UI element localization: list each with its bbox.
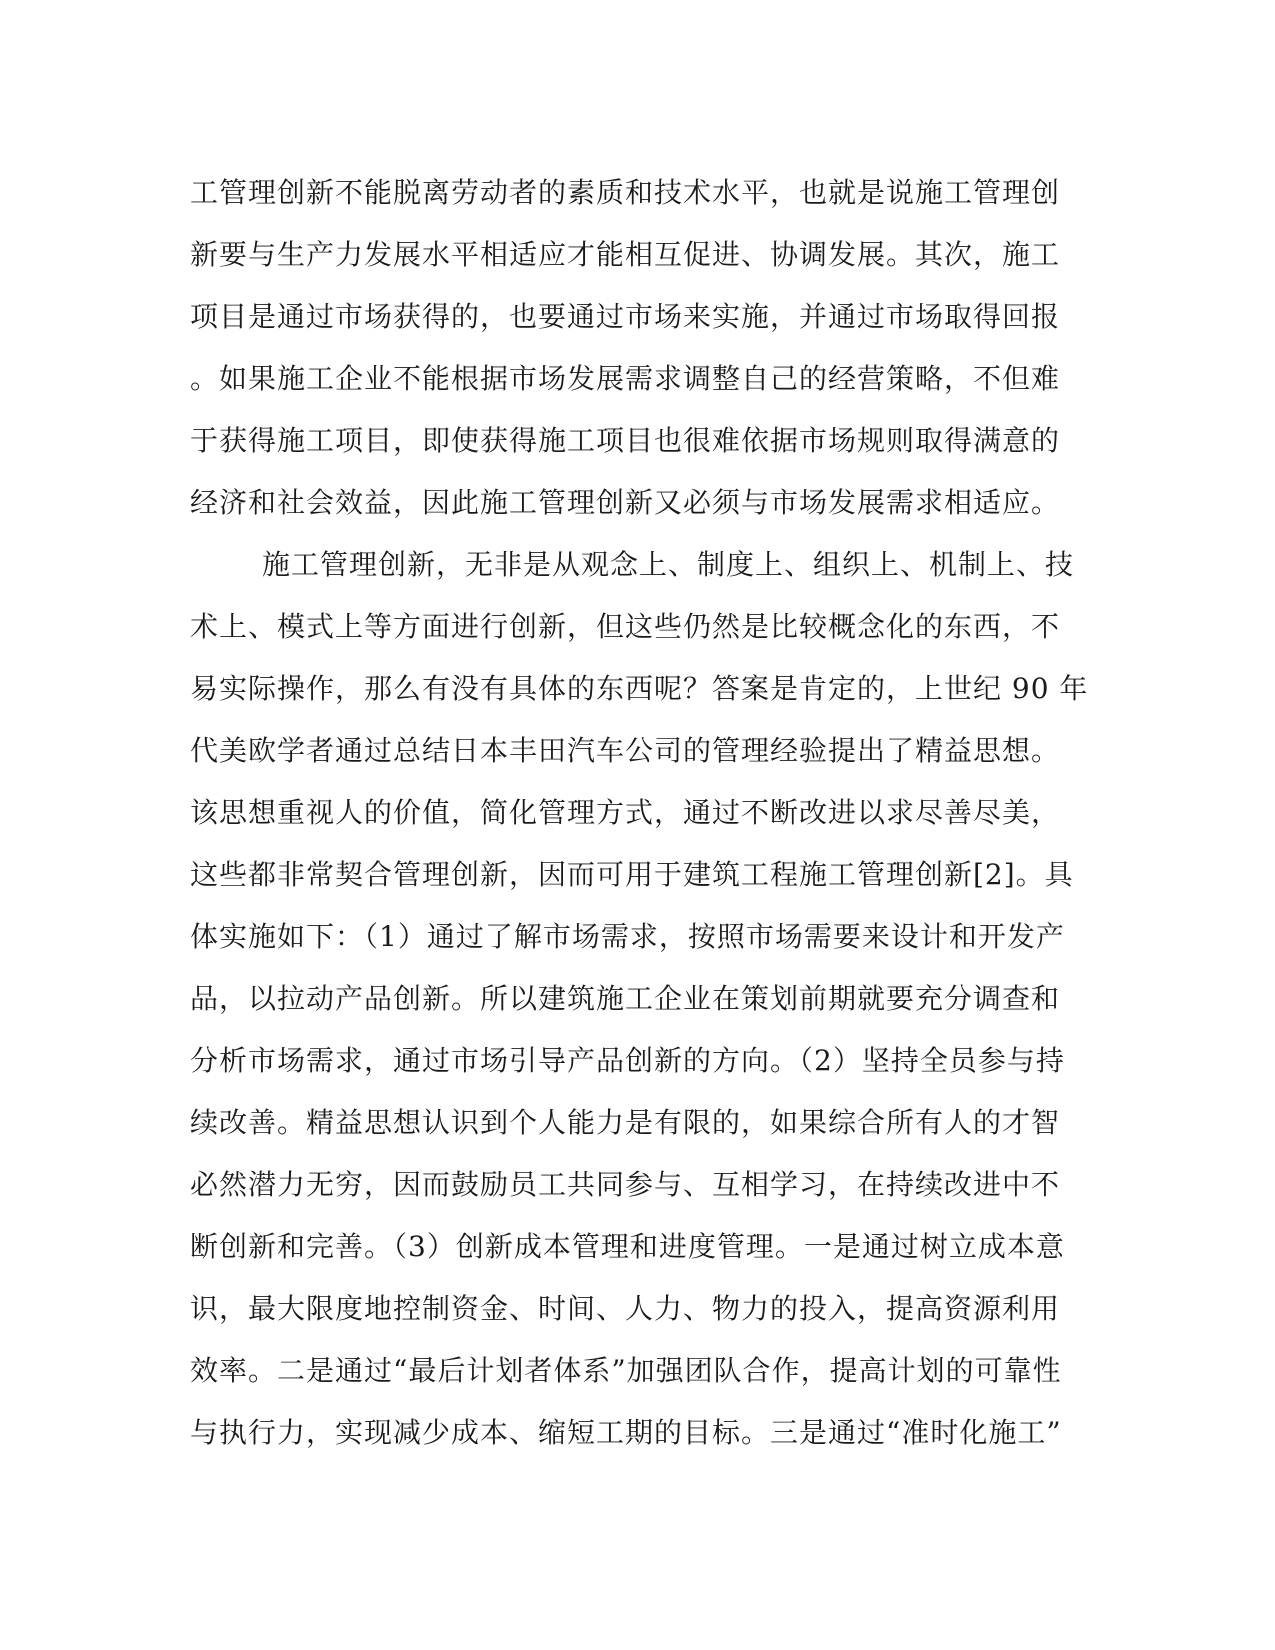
text-line: 新要与生产力发展水平相适应才能相互促进、协调发展。其次，施工 — [190, 238, 1061, 271]
text-line: 术上、模式上等方面进行创新，但这些仍然是比较概念化的东西，不 — [190, 610, 1061, 643]
text-line: 项目是通过市场获得的，也要通过市场来实施，并通过市场取得回报 — [190, 300, 1061, 333]
text-line: 分析市场需求，通过市场引导产品创新的方向。（2）坚持全员参与持 — [190, 1044, 1065, 1077]
paragraph-start-line: 施工管理创新，无非是从观念上、制度上、组织上、机制上、技 — [262, 548, 1075, 581]
text-line: 体实施如下：（1）通过了解市场需求，按照市场需要来设计和开发产 — [190, 920, 1065, 953]
text-line: 品，以拉动产品创新。所以建筑施工企业在策划前期就要充分调查和 — [190, 982, 1061, 1015]
body-text — [190, 162, 1089, 1464]
text-line: 断创新和完善。（3）创新成本管理和进度管理。一是通过树立成本意 — [190, 1230, 1065, 1263]
text-line: 续改善。精益思想认识到个人能力是有限的，如果综合所有人的才智 — [190, 1106, 1061, 1139]
text-line: 代美欧学者通过总结日本丰田汽车公司的管理经验提出了精益思想。 — [190, 734, 1061, 767]
text-line: 效率。二是通过“最后计划者体系”加强团队合作，提高计划的可靠性 — [190, 1354, 1062, 1387]
text-line: 于获得施工项目，即使获得施工项目也很难依据市场规则取得满意的 — [190, 424, 1061, 457]
text-line: 必然潜力无穷，因而鼓励员工共同参与、互相学习，在持续改进中不 — [190, 1168, 1061, 1201]
text-line: 易实际操作，那么有没有具体的东西呢？答案是肯定的，上世纪 90 年 — [190, 672, 1089, 705]
text-line: 。如果施工企业不能根据市场发展需求调整自己的经营策略，不但难 — [190, 362, 1061, 395]
text-line: 识，最大限度地控制资金、时间、人力、物力的投入，提高资源利用 — [190, 1292, 1061, 1325]
text-line: 工管理创新不能脱离劳动者的素质和技术水平，也就是说施工管理创 — [190, 176, 1061, 209]
text-line: 与执行力，实现减少成本、缩短工期的目标。三是通过“准时化施工” — [190, 1416, 1062, 1449]
text-line: 这些都非常契合管理创新，因而可用于建筑工程施工管理创新[2]。具 — [190, 858, 1074, 891]
text-line: 该思想重视人的价值，简化管理方式，通过不断改进以求尽善尽美， — [190, 796, 1061, 829]
text-line: 经济和社会效益，因此施工管理创新又必须与市场发展需求相适应。 — [190, 486, 1061, 519]
